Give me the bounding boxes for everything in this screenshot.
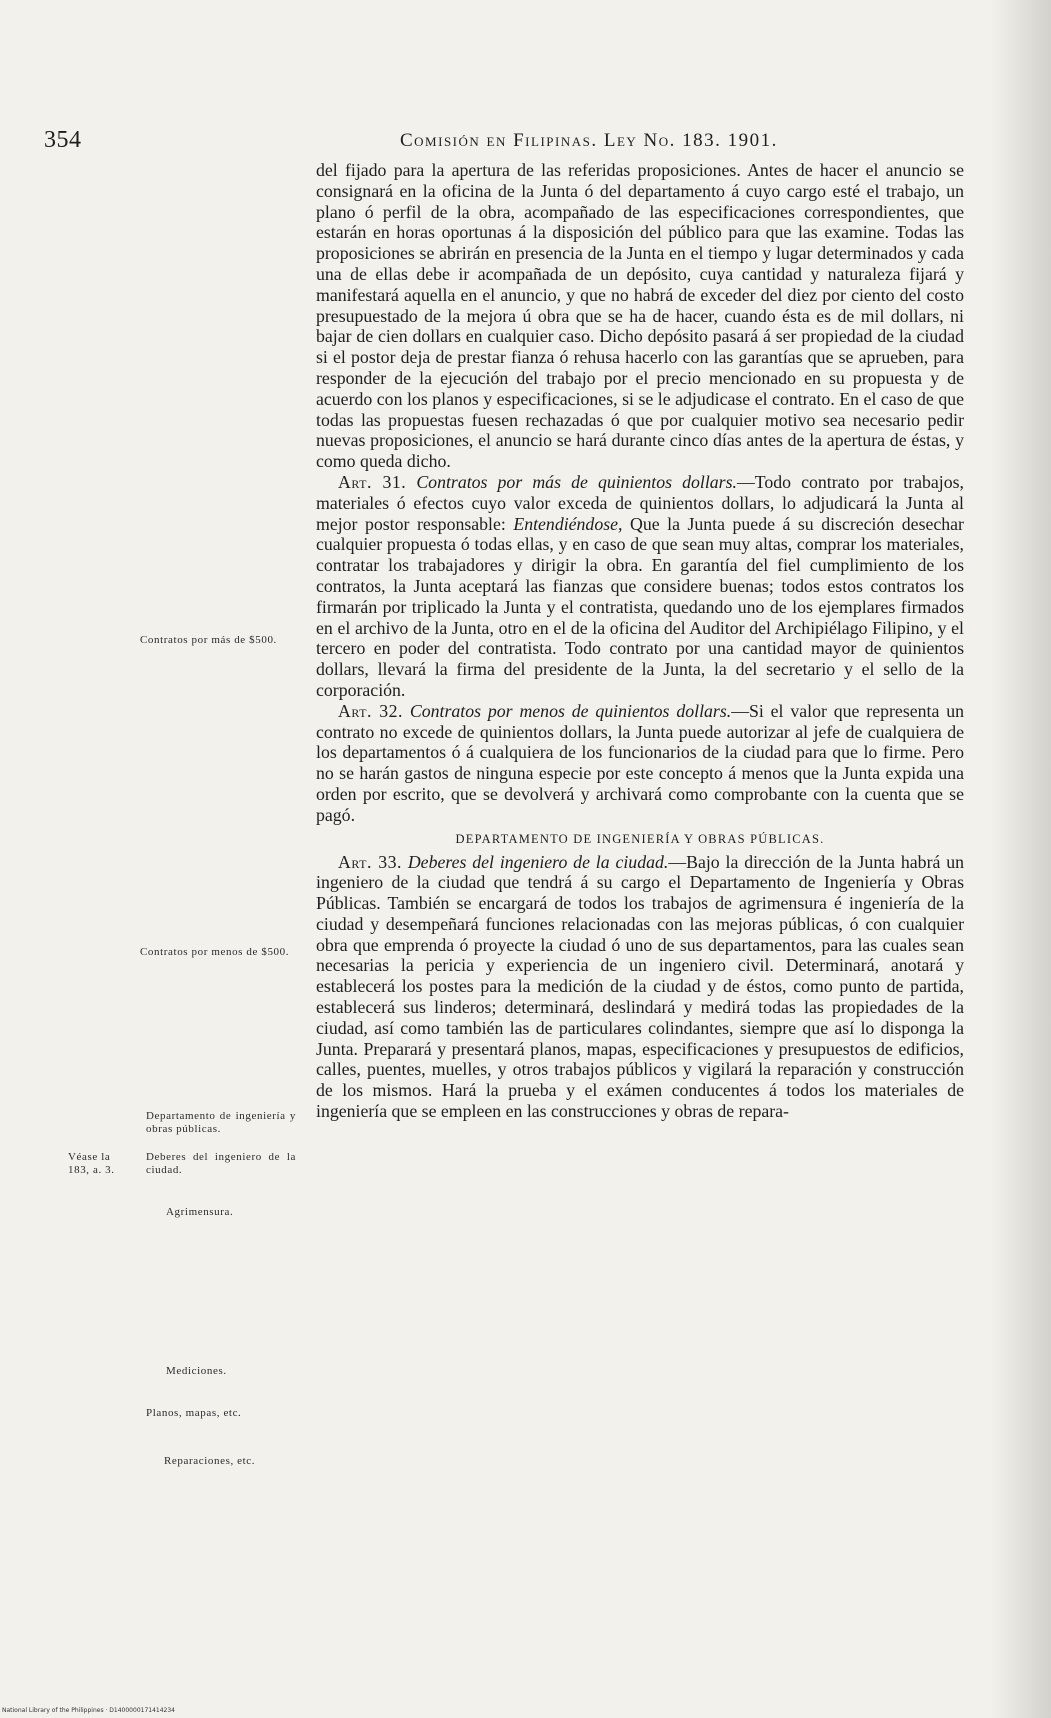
margin-note-mediciones: Mediciones. bbox=[166, 1365, 227, 1377]
page-header bbox=[40, 127, 1020, 157]
article-32-text: —Si el valor que representa un contrato no excede de quinientos dollars, la Junta puede autorizar al jefe de cualquiera de los departamentos ó á cualquiera de los funcionarios de la ciudad para que lo firme. Pero no se harán gastos de ninguna especie por este concepto á menos que la Junta expida una orden por escrito, que se devolverá y archivará como comprobante con la cuenta que se pagó. bbox=[316, 700, 964, 825]
continued-paragraph: del fijado para la apertura de las referidas proposiciones. Antes de hacer el anuncio se consignará en la oficina de la Junta ó del departamento á cuyo cargo esté el trabajo, un plano ó perfil de la obra, acompañado de las especificaciones correspondientes, que estarán en horas oportunas á la disposición del público para que las examine. Todas las proposiciones se abrirán en presencia de la Junta en el tiempo y lugar determinados y cada una de ellas debe ir acompañada de un depósito, cuya cantidad y naturaleza fijará y manifestará aquella en el anuncio, y que no habrá de exceder del diez por ciento del costo presupuestado de la mejora ú obra que se ha de hacer, cuando ésta es de mil dollars, ni bajar de cien dollars en cualquier caso. Dicho depósito pasará á ser propiedad de la ciudad si el postor deja de prestar fianza ó rehusa hacerlo con las garantías que se aprueben, para responder de la ejecución del trabajo por el precio mencionado en su propuesta y de acuerdo con los planos y especificaciones, si se le adjudicase el contrato. En el caso de que todas las propuestas fuesen rechazadas ó que por cualquier motivo sea necesario pedir nuevas proposiciones, el anuncio se hará durante cinco días antes de la apertura de éstas, y como queda dicho. bbox=[316, 160, 964, 472]
running-title: Comisión en Filipinas. Ley No. 183. 1901. bbox=[400, 130, 778, 151]
article-32-label: Art. 32. bbox=[338, 700, 403, 721]
article-31-emphasis: Entendiéndose, bbox=[513, 513, 623, 534]
article-31-text-b: Que la Junta puede á su discreción desechar cualquier propuesta ó todas ellas, y en caso de que sean muy altas, comprar los materiales, contratar los trabajadores y dirigir la obra. En garantía del fiel cumplimiento de los contratos, la Junta aceptará las fianzas que considere buenas; todos estos contratos los firmarán por triplicado la Junta y el contratista, quedando uno de los ejemplares firmados en el archivo de la Junta, otro en el de la oficina del Auditor del Archipiélago Filipino, y el tercero en poder del contratista. Todo contrato por una cantidad mayor de quinientos dollars, llevará la firma del presidente de la Junta, la del secretario y el sello de la corporación. bbox=[316, 513, 964, 700]
section-heading: DEPARTAMENTO DE INGENIERÍA Y OBRAS PÚBLICAS. bbox=[455, 831, 825, 846]
margin-note-departamento: Departamento de ingeniería y obras públicas. bbox=[146, 1110, 296, 1135]
article-33-text: —Bajo la dirección de la Junta habrá un ingeniero de la ciudad que tendrá á su cargo el Departamento de Ingeniería y Obras Públicas. También se encargará de todos los trabajos de agrimensura é ingeniería de la ciudad y desempeñará funciones relacionadas con las mejoras públicas, ó con cualquier obra que emprenda ó proyecte la ciudad ó uno de sus departamentos, para las cuales sean necesarias la pericia y experiencia de un ingeniero civil. Determinará, anotará y establecerá los postes para la medición de la ciudad y de éstos, como punto de partida, establecerá sus linderos; determinará, deslindará y medirá todas las propiedades de la ciudad, así como también las de particulares colindantes, siempre que así lo disponga la Junta. Preparará y presentará planos, mapas, especificaciones y presupuestos de edificios, calles, puentes, muelles, y otros trabajos públicos y vigilará la reparación y construcción de los mismos. Hará la prueba y el exámen conducentes á todos los materiales de ingeniería que se empleen en las construcciones y obras de repara- bbox=[316, 851, 965, 1122]
article-31-title: Contratos por más de quinientos dollars. bbox=[416, 471, 737, 492]
margin-note-vease: Véase la 183, a. 3. bbox=[68, 1151, 115, 1176]
article-31-text-a: —Todo contrato por trabajos, materiales ó efectos cuyo valor exceda de quinientos dollars, lo adjudicará la Junta al mejor postor responsable: bbox=[316, 471, 964, 534]
article-32 bbox=[316, 701, 964, 826]
margin-note-agrimensura: Agrimensura. bbox=[166, 1206, 234, 1218]
margin-note-contratos-menos: Contratos por menos de $500. bbox=[140, 946, 290, 958]
article-31-label: Art. 31. bbox=[338, 471, 407, 492]
article-33 bbox=[316, 852, 964, 1122]
margin-note-contratos-mas: Contratos por más de $500. bbox=[140, 634, 277, 646]
article-33-label: Art. 33. bbox=[338, 851, 402, 872]
margin-note-reparaciones: Reparaciones, etc. bbox=[164, 1455, 256, 1467]
scan-credit: National Library of the Philippines · D1400000171414234 bbox=[2, 1707, 175, 1714]
main-text bbox=[316, 160, 964, 1122]
article-32-title: Contratos por menos de quinientos dollars. bbox=[409, 700, 732, 721]
margin-note-deberes: Deberes del ingeniero de la ciudad. bbox=[146, 1151, 296, 1176]
margin-note-planos: Planos, mapas, etc. bbox=[146, 1407, 242, 1419]
page-number: 354 bbox=[44, 127, 82, 153]
page-edge-shadow bbox=[991, 0, 1051, 1718]
article-31 bbox=[316, 472, 964, 701]
article-33-title: Deberes del ingeniero de la ciudad. bbox=[407, 851, 669, 872]
